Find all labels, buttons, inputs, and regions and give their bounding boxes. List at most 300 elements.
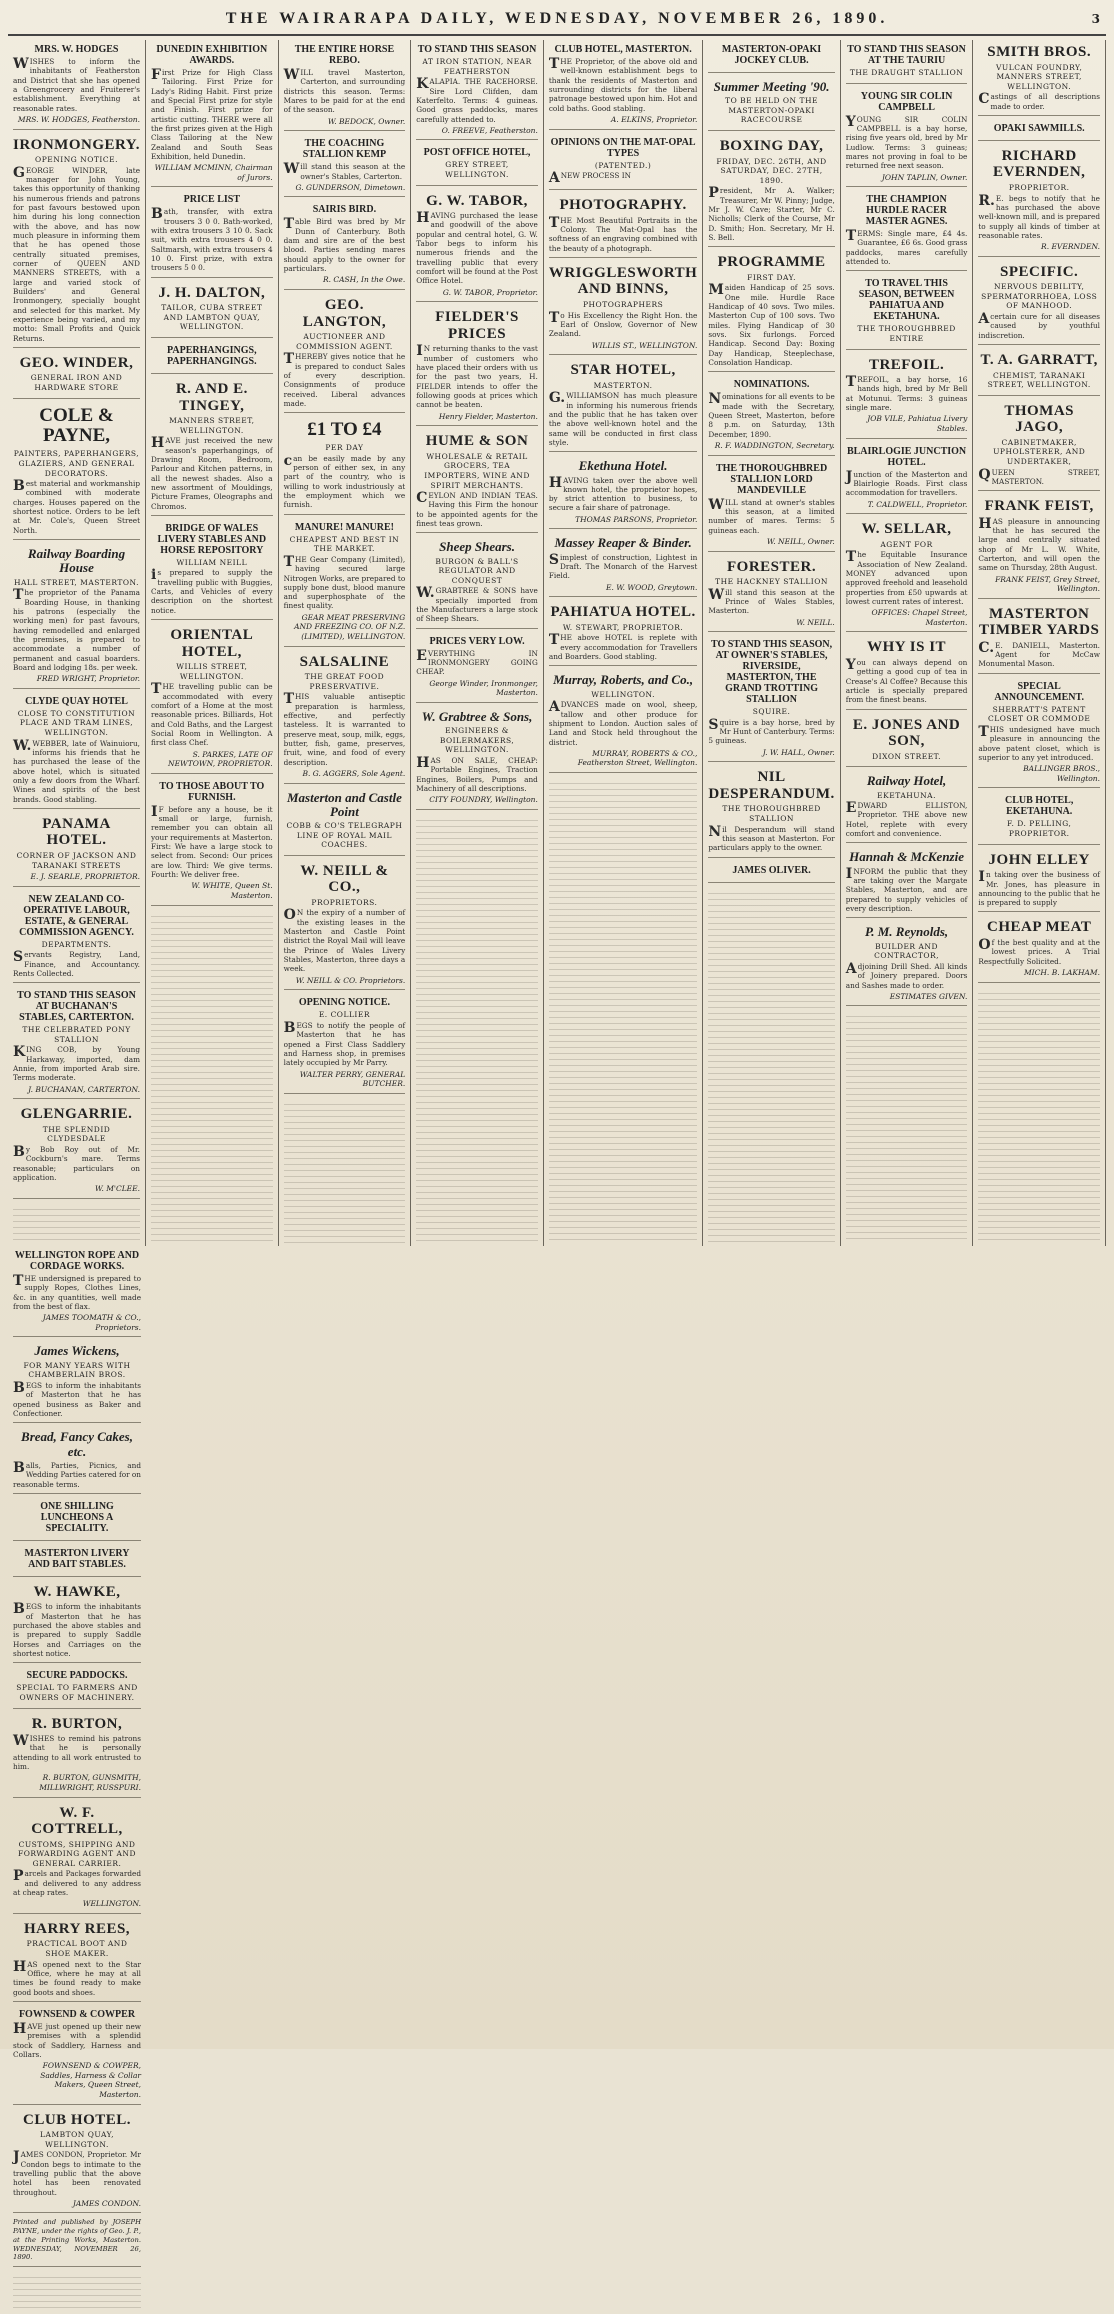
ad-body-text: KALAPIA. THE RACEHORSE. Sire Lord Clifden, dam Katerfelto. Terms: 4 guineas. Good grass paddocks, mares carefully attended to.	[416, 76, 538, 124]
ad-signature: E. W. WOOD, Greytown.	[606, 582, 698, 592]
ad-subheading: THE DRAUGHT STALLION	[849, 68, 964, 77]
ad-body-text: EDWARD ELLISTON, Proprietor. THE above new Hotel, replete with every comfort and convenience.	[845, 800, 968, 839]
ad-body-text: THIS undesigned have much pleasure in announcing the above patent closet, which is superior to any yet introduced.	[978, 723, 1100, 762]
advertisement	[549, 602, 698, 666]
advertisement	[13, 42, 140, 130]
ad-heading: GEO. LANGTON,	[302, 297, 387, 330]
ad-heading: PRICES VERY LOW.	[429, 635, 525, 647]
ad-heading: J. H. DALTON,	[158, 284, 266, 301]
ad-signature: CITY FOUNDRY, Wellington.	[429, 795, 538, 805]
advertisement	[978, 679, 1100, 789]
ad-heading: CLUB HOTEL.	[22, 2111, 132, 2128]
ad-heading: Murray, Roberts, and Co.,	[553, 672, 694, 688]
advertisement	[284, 42, 406, 131]
advertisement	[708, 557, 834, 633]
ad-heading: TO TRAVEL THIS SEASON, BETWEEN PAHIATUA AND EKETAHUNA.	[858, 278, 955, 323]
ad-body-text: YOUNG SIR COLIN CAMPBELL is a bay horse, rising five years old, bred by Mr Ludlow. Terms: 3 guineas; mares not proving in foal to be returned free next season.	[845, 113, 968, 171]
ad-signature: THOMAS PARSONS, Proprietor.	[575, 514, 698, 524]
ad-heading: OPENING NOTICE.	[298, 997, 390, 1009]
ad-heading: FIELDER'S PRICES	[435, 309, 519, 342]
ad-signature: WILLIAM MCMINN, Chairman of Jurors.	[154, 163, 273, 182]
ad-subheading: SPECIAL TO FARMERS AND OWNERS OF MACHINERY.	[16, 1683, 138, 1702]
ad-heading: IRONMONGERY.	[13, 136, 141, 153]
ad-signature: George Winder, Ironmonger, Masterton.	[429, 678, 538, 698]
ad-heading: TO STAND THIS SEASON, AT OWNER'S STABLES, RIVERSIDE, MASTERTON, THE GRAND TROTTING STALLION	[710, 639, 833, 706]
column-1	[8, 40, 146, 1246]
advertisement	[978, 793, 1100, 844]
ad-body-text: HAVING purchased the lease and goodwill of the above popular and central hotel, G. W. Tabor begs to inform his numerous friends and the travelling public that every comfort will be found at the Post Office Hotel.	[416, 210, 538, 286]
ad-body-text: R.E. begs to notify that he has purchased the above well-known mill, and is prepared to supply all kinds of timber at reasonable rates.	[978, 192, 1100, 240]
ad-body-text: Adjoining Drill Shed. All kinds of Joinery prepared. Doors and Sashes made to order.	[845, 960, 968, 990]
ad-heading: ONE SHILLING LUNCHEONS A SPECIALITY.	[40, 1500, 114, 1534]
ad-subheading: PROPRIETOR.	[1008, 182, 1070, 192]
ad-signature: J. BUCHANAN, CARTERTON.	[28, 1084, 141, 1094]
ad-subheading: GREY STREET, WELLINGTON.	[445, 160, 509, 180]
ad-heading: Railway Boarding House	[27, 546, 126, 576]
ad-heading: WRIGGLESWORTH AND BINNS,	[548, 264, 698, 298]
column-5	[544, 40, 704, 1246]
advertisement	[549, 42, 698, 130]
ad-body-text: THE Gear Company (Limited), having secured large Nitrogen Works, are prepared to supply bone dust, blood manure and superphosphate of the finest quality.	[283, 553, 406, 611]
advertisement	[416, 708, 538, 810]
advertisement	[416, 431, 538, 533]
ad-subheading: AUCTIONEER AND COMMISSION AGENT.	[296, 332, 393, 351]
ad-heading: GLENGARRIE.	[20, 1106, 133, 1123]
advertisement	[549, 671, 698, 773]
ad-subheading: ENGINEERS & BOILERMAKERS, WELLINGTON.	[439, 726, 515, 755]
ad-heading: PRICE LIST	[183, 194, 241, 206]
advertisement	[284, 418, 406, 514]
advertisement	[416, 634, 538, 703]
advertisement	[284, 202, 406, 290]
advertisement	[151, 779, 273, 906]
printer-imprint: Printed and published by JOSEPH PAYNE, under the rights of Geo. J. P., at the Printing Works, Masterton. WEDNESDAY, NOVEMBER 26, 1890.	[13, 2218, 141, 2266]
ad-heading: NEW ZEALAND CO-OPERATIVE LABOUR, ESTATE, & GENERAL COMMISSION AGENCY.	[19, 893, 134, 938]
ad-heading: TO THOSE ABOUT TO FURNISH.	[159, 780, 265, 803]
advertisement	[978, 121, 1100, 141]
ad-subheading: WHOLESALE & RETAIL GROCERS, TEA IMPORTERS, WINE AND SPIRIT MERCHANTS.	[424, 451, 530, 490]
ad-subheading: OPENING NOTICE.	[35, 155, 118, 165]
ad-subheading: CHEMIST, TARANAKI STREET, WELLINGTON.	[987, 370, 1091, 390]
ad-body-text: WILL stand at owner's stables this season, at a limited number of mares. Terms: 5 guineas each.	[708, 496, 835, 535]
advertisement	[284, 295, 406, 413]
ad-body-text: Acertain cure for all diseases caused by youthful indiscretion.	[978, 311, 1100, 340]
ad-heading: MANURE! MANURE!	[294, 521, 394, 533]
ad-heading: ORIENTAL HOTEL,	[170, 627, 254, 660]
advertisement	[284, 652, 406, 784]
ad-signature: E. J. SEARLE, PROPRIETOR.	[30, 872, 141, 882]
advertisement	[151, 625, 273, 774]
ad-subheading: DEPARTMENTS.	[41, 939, 112, 949]
ad-heading: THOMAS JAGO,	[1004, 402, 1075, 436]
ad-subheading: CORNER OF JACKSON AND TARANAKI STREETS	[16, 850, 137, 870]
ad-heading: Railway Hotel,	[866, 773, 947, 789]
advertisement	[708, 461, 834, 552]
column-9	[8, 1246, 146, 2314]
advertisement	[284, 789, 406, 856]
ad-subheading: AT IRON STATION, NEAR FEATHERSTON	[422, 57, 532, 76]
ad-heading: WELLINGTON ROPE AND CORDAGE WORKS.	[14, 1249, 140, 1272]
ad-subheading: SHERRATT'S PATENT CLOSET OR COMMODE	[987, 704, 1091, 724]
page-number-right: 3	[1091, 12, 1100, 26]
ad-heading: OPINIONS ON THE MAT-OPAL TYPES	[550, 136, 696, 159]
advertisement	[708, 252, 834, 372]
advertisement	[13, 814, 140, 887]
advertisement	[846, 772, 968, 843]
column-7	[841, 40, 974, 1246]
ad-subheading: LAMBTON QUAY, WELLINGTON.	[40, 2130, 114, 2149]
ad-signature: W. M'CLEE.	[95, 1184, 141, 1194]
advertisement	[13, 1342, 141, 1423]
ad-heading: PAHIATUA HOTEL.	[550, 604, 696, 621]
ad-heading: THE CHAMPION HURDLE RACER MASTER AGNES.	[865, 194, 948, 228]
advertisement	[846, 276, 968, 349]
ad-body-text: WISHES to remind his patrons that he is personally attending to all work entrusted to him.	[13, 1733, 142, 1771]
ad-heading: SALSALINE	[299, 653, 390, 670]
ad-signature: FRANK FEIST, Grey Street, Wellington.	[995, 574, 1100, 594]
advertisement	[708, 136, 834, 247]
ad-body-text: ANEW PROCESS IN	[548, 170, 632, 187]
advertisement	[284, 995, 406, 1093]
ad-subheading: CABINETMAKER, UPHOLSTERER, AND UNDERTAKER,	[993, 437, 1086, 466]
advertisement	[978, 917, 1100, 982]
advertisement	[978, 401, 1100, 491]
advertisement	[846, 444, 968, 515]
advertisement	[549, 360, 698, 452]
ad-signature: G. GUNDERSON, Dimetown.	[295, 182, 406, 192]
advertisement	[13, 694, 140, 809]
ad-signature: JAMES CONDON.	[72, 2198, 142, 2208]
ad-subheading: GENERAL IRON AND HARDWARE STORE	[30, 373, 123, 392]
ad-heading: Hannah & McKenzie	[849, 849, 964, 865]
ad-subheading: NERVOUS DEBILITY, SPERMATORRHOEA, LOSS OF MANHOOD.	[981, 282, 1098, 311]
advertisement	[416, 307, 538, 426]
ad-heading: Sheep Shears.	[439, 539, 515, 555]
ad-subheading: HALL STREET, MASTERTON.	[13, 577, 140, 587]
ad-signature: W. NEILL, Owner.	[766, 536, 835, 546]
ad-heading: HARRY REES,	[23, 1920, 131, 1937]
advertisement	[13, 1104, 140, 1199]
ad-body-text: ON the expiry of a number of the existing leases in the Masterton and Castle Point district the Royal Mail will leave the Prince of Wales Livery Stables, Masterton, three days a week.	[283, 907, 406, 974]
ad-body-text: Nil Desperandum will stand this season at Masterton. For particulars apply to the owner.	[708, 823, 835, 853]
ad-subheading: CUSTOMS, SHIPPING AND FORWARDING AGENT AND GENERAL CARRIER.	[18, 1839, 136, 1868]
ad-body-text: Servants Registry, Land, Finance, and Accountancy. Rents Collected.	[13, 949, 141, 978]
ad-signature: MURRAY, ROBERTS & CO., Featherston Street, Wellington.	[577, 748, 698, 768]
ad-heading: NOMINATIONS.	[733, 379, 810, 391]
ad-subheading: BUILDER AND CONTRACTOR,	[874, 941, 940, 961]
column-filler	[549, 778, 698, 1244]
ad-heading: P. M. Reynolds,	[864, 924, 949, 940]
ad-signature: JOB VILE, Pahiatua Livery Stables.	[867, 414, 968, 434]
ad-heading: THE COACHING STALLION KEMP	[302, 138, 387, 161]
ad-subheading: (PATENTED.)	[594, 160, 652, 170]
ad-subheading: THE THOROUGHBRED STALLION	[722, 804, 821, 823]
ad-heading: MRS. W. HODGES	[34, 44, 119, 55]
ad-heading: Summer Meeting '90.	[713, 79, 830, 94]
column-filler	[284, 1099, 406, 1244]
ad-heading: Masterton and Castle Point	[287, 789, 402, 819]
advertisement	[13, 545, 140, 689]
ad-body-text: ADVANCES made on wool, sheep, tallow and other produce for shipment to London. Auction sales of Land and Stock held throughout the district.	[548, 699, 698, 747]
advertisement	[978, 146, 1100, 257]
ad-body-text: WISHES to inform the inhabitants of Featherston and District that she has opened a Greengrocery and Fruiterer's establishment. Everything at reasonable rates.	[13, 56, 141, 113]
ad-heading: TO STAND THIS SEASON	[417, 44, 537, 55]
ad-subheading: EKETAHUNA.	[877, 790, 936, 800]
ad-heading: MASTERTON LIVERY AND BAIT STABLES.	[24, 1547, 130, 1570]
column-filler	[846, 1011, 968, 1244]
column-filler	[978, 988, 1100, 1244]
advertisement	[13, 353, 140, 399]
ad-signature: S. PARKES, LATE OF NEWTOWN, PROPRIETOR.	[168, 749, 273, 769]
ad-heading: RICHARD EVERNDEN,	[992, 147, 1086, 181]
advertisement	[284, 136, 406, 197]
advertisement	[978, 350, 1100, 396]
ad-heading: SMITH BROS.	[987, 44, 1092, 60]
ad-body-text: To His Excellency the Right Hon. the Earl of Onslow, Governor of New Zealand.	[548, 309, 698, 339]
column-filler	[151, 911, 273, 1244]
advertisement	[846, 519, 968, 632]
ad-heading: POST OFFICE HOTEL,	[423, 147, 531, 159]
ad-body-text: Squire is a bay horse, bred by Mr Hunt of Canterbury. Terms: 5 guineas.	[708, 716, 835, 746]
ad-heading: SAIRIS BIRD.	[312, 204, 377, 216]
advertisement	[13, 1668, 141, 1708]
ad-signature: WALTER PERRY, GENERAL BUTCHER.	[299, 1069, 406, 1089]
column-filler	[416, 815, 538, 1244]
ad-body-text: Nominations for all events to be made with the Secretary, Queen Street, Masterton, before 8 p.m. on Saturday, 13th December, 1890.	[708, 391, 835, 439]
ad-subheading: FIRST DAY.	[747, 272, 796, 282]
advertisement	[13, 1582, 141, 1663]
ad-heading: WHY IS IT	[867, 639, 947, 656]
ad-body-text: Best material and workmanship combined with moderate charges. Houses papered on the shortest notice. Orders to be left at Mr. Cole's, Queen Street North.	[13, 478, 141, 535]
ad-heading: W. F. COTTRELL,	[31, 1804, 123, 1837]
ad-heading: T. A. GARRATT,	[980, 352, 1098, 369]
ad-heading: SPECIAL ANNOUNCEMENT.	[994, 680, 1084, 703]
ad-heading: TO STAND THIS SEASON AT THE TAURIU	[847, 44, 966, 66]
ad-heading: PROGRAMME	[717, 254, 826, 271]
ad-subheading: COBB & CO'S TELEGRAPH LINE OF ROYAL MAIL COACHES.	[286, 821, 403, 850]
ad-signature: MICH. B. LAKHAM.	[1024, 967, 1100, 977]
advertisement	[416, 42, 538, 140]
advertisement	[13, 1499, 141, 1541]
ad-heading: Massey Reaper & Binder.	[554, 535, 692, 551]
ad-heading: YOUNG SIR COLIN CAMPBELL	[860, 90, 953, 113]
ad-body-text: Castings of all descriptions made to order.	[978, 91, 1100, 111]
ad-signature: BALLINGER BROS., Wellington.	[1023, 764, 1100, 783]
columns	[8, 40, 1106, 2262]
ad-body-text: HAVE just received the new season's paperhangings, of Drawing Room, Bedroom, Parlour and Kitchen patterns, in all the newest shades. Also a new assortment of Mouldings, Picture Frames, Oleographs and Chromos.	[151, 435, 273, 511]
ad-subheading: VULCAN FOUNDRY, MANNERS STREET, WELLINGTON.	[996, 62, 1083, 91]
ad-body-text: can be easily made by any person of either sex, in any part of the country, who is willing to work industriously at the employment which we furnish.	[283, 452, 406, 510]
ad-heading: W. HAWKE,	[33, 1583, 121, 1600]
ad-body-text: You can always depend on getting a good cup of tea in Crease's Al Coffee? Because this article is specially prepared from the finest beans.	[845, 656, 968, 705]
ad-body-text: THE undersigned is prepared to supply Ropes, Clothes Lines, &c. in any quantities, well made from the best of flax.	[13, 1272, 142, 1311]
advertisement	[549, 263, 698, 355]
ad-heading: DUNEDIN EXHIBITION AWARDS.	[156, 44, 268, 66]
advertisement	[13, 1803, 141, 1914]
ad-subheading: PAINTERS, PAPERHANGERS, GLAZIERS, AND GENERAL DECORATORS.	[13, 449, 140, 478]
ad-signature: JAMES TOOMATH & CO., Proprietors.	[42, 1313, 142, 1332]
ad-body-text: IN returning thanks to the vast number of customers who have placed their orders with us for the past two years, H. FIELDER intends to offer the following goods at prices which cannot be beaten.	[416, 343, 538, 410]
ad-subheading: F. D. PELLING, PROPRIETOR.	[1006, 819, 1072, 839]
ad-signature: W. WHITE, Queen St. Masterton.	[191, 881, 273, 900]
advertisement	[846, 637, 968, 709]
ad-subheading: TO BE HELD ON THE MASTERTON-OPAKI RACECOURSE	[725, 96, 819, 125]
ad-body-text: THE travelling public can be accommodated with every comfort of a Home at the most reasonable prices. Billiards, Hot and Cold Baths, and the Largest Social Room in Wellington. A first class Chef.	[151, 681, 273, 748]
advertisement	[846, 848, 968, 918]
column-filler	[708, 888, 834, 1244]
ad-body-text: THE Most Beautiful Portraits in the Colony. The Mat-Opal has the softness of an engraving combined with the beauty of a photograph.	[548, 214, 698, 253]
advertisement	[13, 892, 140, 984]
ad-signature: FRED WRIGHT, Proprietor.	[36, 674, 141, 684]
ad-body-text: is prepared to supply the travelling public with Buggies, Carts, and Vehicles of every description on the shortest notice.	[151, 567, 273, 615]
ad-body-text: HAS pleasure in announcing that he has secured the large and centrally situated shop of Mr L. W. White, Carterton, and will open the same on Thursday, 28th August.	[978, 515, 1100, 573]
ad-heading: E. JONES AND SON,	[852, 716, 961, 750]
ad-heading: BLAIRLOGIE JUNCTION HOTEL.	[846, 445, 967, 468]
advertisement	[151, 343, 273, 374]
advertisement	[978, 850, 1100, 913]
ad-body-text: HAS ON SALE, CHEAP: Portable Engines, Traction Engines, Boilers, Pumps and Machinery of all descriptions.	[416, 755, 538, 794]
ad-subheading: AGENT FOR	[880, 539, 933, 549]
advertisement	[978, 42, 1100, 116]
ad-body-text: QUEEN STREET, MASTERTON.	[978, 466, 1100, 486]
advertisement	[416, 145, 538, 185]
advertisement	[549, 135, 698, 191]
ad-subheading: PRACTICAL BOOT AND SHOE MAKER.	[26, 1939, 128, 1958]
ad-subheading: PER DAY	[325, 443, 364, 453]
ad-body-text: BEGS to inform the inhabitants of Masterton that he has purchased the above stables and is prepared to supply Saddle Horses and Carriages on the shortest notice.	[13, 1601, 142, 1658]
ad-heading: TO STAND THIS SEASON AT BUCHANAN'S STABLES, CARTERTON.	[17, 990, 136, 1024]
advertisement	[549, 534, 698, 597]
ad-subheading: W. STEWART, PROPRIETOR.	[562, 622, 684, 632]
ad-body-text: BEGS to notify the people of Masterton that he has opened a First Class Saddlery and Harness shop, in premises lately occupied by Mr Parry.	[283, 1019, 406, 1068]
ad-signature: WELLINGTON.	[82, 1899, 142, 1909]
ad-heading: W. NEILL & CO.,	[300, 862, 389, 896]
ad-signature: J. W. HALL, Owner.	[762, 747, 835, 757]
ad-heading: Bread, Fancy Cakes, etc.	[21, 1429, 133, 1459]
advertisement	[13, 1546, 141, 1577]
ad-signature: B. G. AGGERS, Sole Agent.	[302, 768, 406, 778]
ad-body-text: Will stand this season at the Prince of Wales Stables, Masterton.	[708, 586, 835, 616]
ad-subheading: DIXON STREET.	[872, 751, 941, 761]
ad-body-text: First Prize for High Class Tailoring. First Prize for Lady's Riding Habit. First prize and Special First prize for style and Finish. First prize for artistic cutting. THERE were all the first prizes given at the High Class Tailoring at the New Zealand and South Seas Exhibition, held Dunedin.	[151, 67, 273, 161]
ad-body-text: THE Proprietor, of the above old and well-known establishment begs to thank the residents of Masterton and surrounding districts for the liberal patronage bestowed upon him. Hot and cold baths. Good stabling.	[548, 56, 698, 113]
advertisement	[846, 715, 968, 768]
ad-heading: THE ENTIRE HORSE REBO.	[294, 44, 395, 66]
ad-signature: MRS. W. HODGES, Featherston.	[17, 114, 141, 124]
ad-signature: GEAR MEAT PRESERVING AND FREEZING CO. OF N.Z. (LIMITED), WELLINGTON.	[294, 612, 406, 641]
ad-heading: Ekethuna Hotel.	[578, 458, 668, 474]
ad-heading: OPAKI SAWMILLS.	[993, 122, 1085, 134]
advertisement	[13, 404, 140, 541]
ad-heading: PHOTOGRAPHY.	[559, 197, 687, 214]
ad-body-text: Maiden Handicap of 25 sovs. One mile. Hurdle Race Handicap of 40 sovs. Two miles. Masterton Cup of 100 sovs. Two miles. Flying Handicap of 30 sovs. Six furlongs. Forced Handicap. Second Day: Boxing Day Handicap, Steeplechase, Consolation Handicap.	[708, 282, 835, 368]
advertisement	[708, 377, 834, 455]
advertisement	[416, 191, 538, 303]
ad-subheading: BURGON & BALL'S REGULATOR AND CONQUEST	[435, 556, 519, 585]
ad-subheading: THE THOROUGHBRED ENTIRE	[857, 324, 956, 344]
column-8	[973, 40, 1106, 1246]
ad-signature: W. NEILL.	[796, 617, 835, 627]
ad-heading: SPECIFIC.	[1000, 263, 1079, 280]
ad-subheading: WILLIS STREET, WELLINGTON.	[176, 662, 248, 681]
ad-body-text: TREFOIL, a bay horse, 16 hands high, bred by Mr Bell at Motunui. Terms: 3 guineas single mare.	[845, 374, 968, 413]
ad-signature: T. CALDWELL, Proprietor.	[867, 499, 968, 509]
ad-subheading: MANNERS STREET, WELLINGTON.	[169, 416, 255, 435]
ad-body-text: W.WEBBER, late of Wainuioru, informs his friends that he has purchased the lease of the above hotel, which is situated only a few doors from the Wharf. Wines and spirits of the best brands. Good stabling.	[13, 737, 141, 804]
ad-signature: Henry Fielder, Masterton.	[438, 411, 538, 421]
ad-heading: TREFOIL.	[868, 356, 945, 373]
advertisement	[846, 192, 968, 271]
ad-signature: R. EVERNDEN.	[1041, 242, 1100, 252]
ad-heading: SECURE PADDOCKS.	[26, 1670, 128, 1682]
ad-signature: FOWNSEND & COWPER, Saddles, Harness & Collar Makers, Queen Street, Masterton.	[40, 2061, 142, 2099]
ad-body-text: THIS valuable antiseptic preparation is harmless, effective, and perfectly tasteless. It is warranted to preserve meat, soup, milk, eggs, butter, fish, game, preserves, fruit, wine, and food of every description.	[283, 691, 406, 767]
ad-body-text: Of the best quality and at the lowest prices. A Trial Respectfully Solicited.	[978, 936, 1100, 966]
ad-heading: CHEAP MEAT	[987, 919, 1092, 936]
advertisement	[284, 520, 406, 647]
ad-heading: W. SELLAR,	[861, 521, 952, 538]
ad-heading: MASTERTON-OPAKI JOCKEY CLUB.	[721, 44, 822, 66]
ad-subheading: CLOSE TO CONSTITUTION PLACE AND TRAM LINES, WELLINGTON.	[17, 708, 136, 738]
ad-body-text: TERMS: Single mare, £4 4s. Guarantee, £6 6s. Good grass paddocks, mares carefully attended to.	[845, 228, 968, 267]
masthead	[8, 4, 1106, 36]
ad-heading: £1 TO £4	[307, 419, 382, 441]
ad-signature: R. F. WADDINGTON, Secretary.	[714, 441, 835, 451]
ad-subheading: E. COLLIER	[318, 1010, 371, 1020]
ad-signature: O. FREEVE, Featherston.	[441, 125, 538, 135]
ad-heading: PAPERHANGINGS, PAPERHANGINGS.	[167, 345, 257, 368]
ad-subheading: PROPRIETORS.	[311, 897, 378, 907]
ad-heading: FRANK FEIST,	[984, 498, 1094, 515]
ad-body-text: W.GRABTREE & SONS have specially imported from the Manufacturers a large stock of Sheep Shears.	[416, 585, 538, 624]
advertisement	[151, 42, 273, 187]
ad-heading: CLUB HOTEL, MASTERTON.	[554, 44, 692, 55]
ad-signature: W. NEILL & CO. Proprietors.	[295, 975, 406, 985]
advertisement	[416, 538, 538, 628]
ad-subheading: FOR MANY YEARS WITH CHAMBERLAIN BROS.	[23, 1360, 131, 1380]
ad-body-text: Table Bird was bred by Mr Dunn of Canterbury. Both dam and sire are of the best blood. Parties sending mares should apply to the owner for particulars.	[283, 216, 406, 274]
advertisement	[708, 767, 834, 857]
advertisement	[13, 988, 140, 1099]
column-6	[703, 40, 840, 1246]
ad-subheading: TAILOR, CUBA STREET AND LAMBTON QUAY, WELLINGTON.	[161, 303, 263, 332]
ad-body-text: HAS opened next to the Star Office, where he may at all times be found ready to make good boots and shoes.	[13, 1958, 142, 1997]
advertisement	[151, 283, 273, 338]
ad-signature: ESTIMATES GIVEN.	[889, 991, 968, 1001]
advertisement	[13, 1248, 141, 1338]
advertisement	[708, 637, 834, 762]
ad-heading: PANAMA HOTEL.	[42, 815, 111, 849]
ad-body-text: HAVE just opened up their new premises with a splendid stock of Saddlery, Harness and Collars.	[13, 2020, 142, 2059]
ad-subheading: CHEAPEST AND BEST IN THE MARKET.	[289, 534, 400, 554]
ad-signature: R. CASH, In the Owe.	[322, 275, 406, 285]
ad-body-text: By Bob Roy out of Mr. Cockburn's mare. Terms reasonable; particulars on application.	[13, 1144, 141, 1183]
ad-heading: FOWNSEND & COWPER	[18, 2008, 136, 2020]
column-2	[146, 40, 279, 1246]
advertisement	[708, 42, 834, 73]
ad-body-text: Junction of the Masterton and Blairlogie Roads. First class accommodation for travellers.	[845, 468, 968, 498]
ad-signature: OFFICES: Chapel Street, Masterton.	[871, 608, 968, 627]
ad-heading: CLYDE QUAY HOTEL	[25, 695, 128, 707]
ad-body-text: INFORM the public that they are taking over the Margate Stables, Masterton, and are prepared to supply vehicles of every description.	[845, 865, 968, 914]
ad-subheading: FRIDAY, DEC. 26TH, AND SATURDAY, DEC. 27TH, 1890.	[716, 156, 827, 185]
ad-body-text: President, Mr A. Walker; Treasurer, Mr W. Pinny; Judge, Mr J. W. Cave; Starter, Mr C. Nicholls; Clerk of the Course, Mr D. Smith; Hon. Secretary, Mr H. S. Bell.	[708, 185, 835, 242]
ad-signature: WILLIS ST., WELLINGTON.	[591, 340, 698, 350]
ad-body-text: IF before any a house, be it small or large, furnish, remember you can obtain all your requirements at Masterton. First: We have a large stock to select from. Second: Our prices are low. Third: We give terms. Fourth: We deliver free.	[151, 803, 273, 880]
ad-heading: THE THOROUGHBRED STALLION LORD MANDEVILLE	[715, 462, 828, 496]
advertisement	[284, 861, 406, 990]
ad-body-text: JAMES CONDON, Proprietor. Mr Condon begs to intimate to the travelling public that the above hotel has been renovated throughout.	[13, 2149, 142, 2197]
